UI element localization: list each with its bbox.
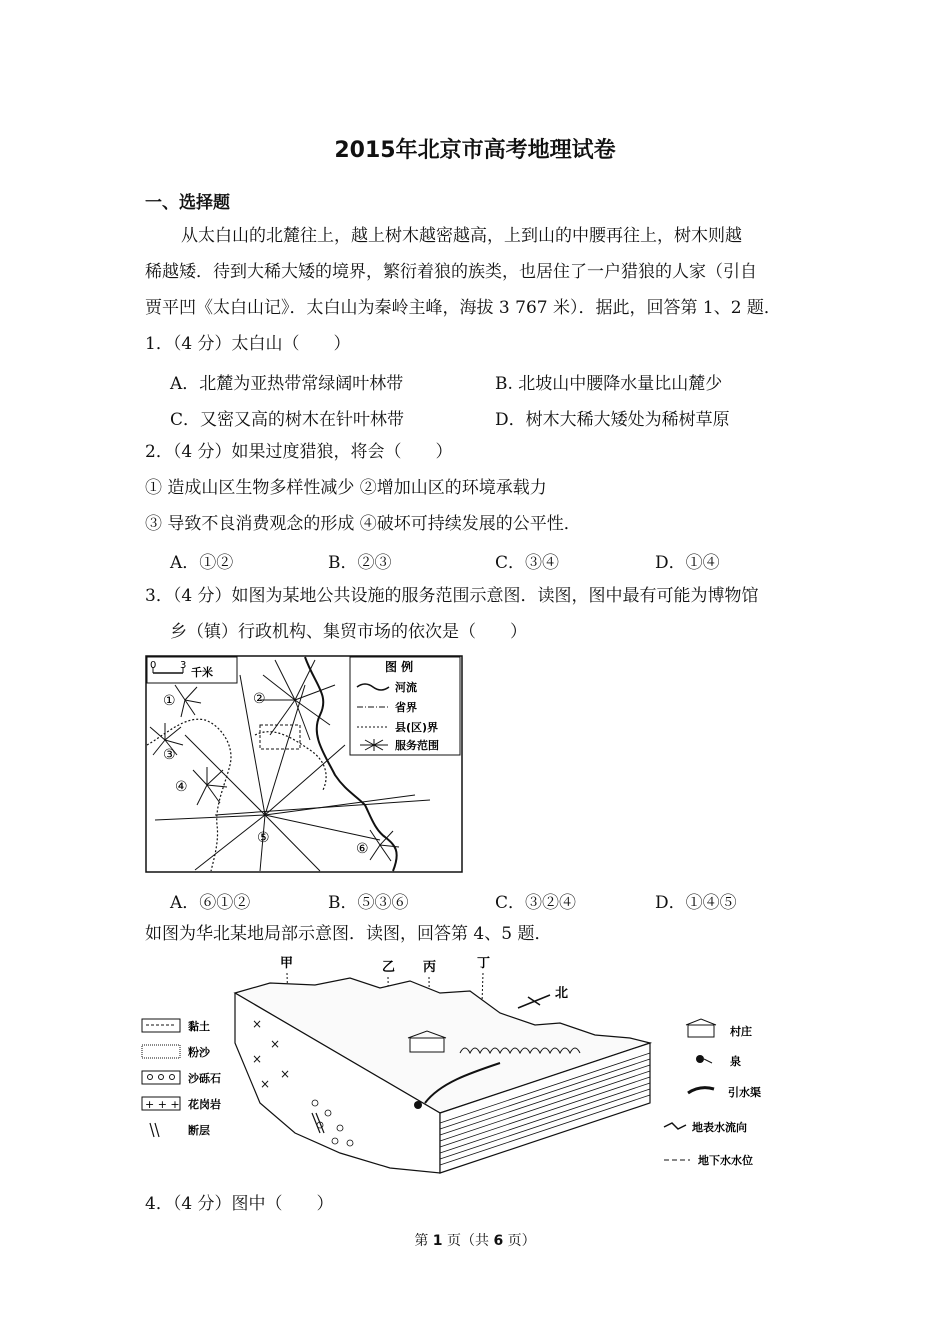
svg-text:×: ×: [252, 1052, 263, 1066]
canal-legend-icon: [688, 1088, 714, 1093]
q3-option-d: D．①④⑤: [655, 893, 737, 913]
q4-stem: 4．（4 分）图中（ ）: [145, 1194, 334, 1214]
q2-option-c: C．③④: [495, 553, 560, 573]
intro-q4-q5: 如图为华北某地局部示意图．读图，回答第 4、5 题．: [145, 924, 552, 944]
section-heading: 一、选择题: [145, 193, 230, 213]
point-4: ④: [175, 779, 188, 795]
q3-stem-line-2: 乡（镇）行政机构、集贸市场的依次是（ ）: [170, 622, 527, 642]
point-6: ⑥: [356, 841, 369, 857]
north-label: 北: [555, 986, 569, 1001]
q2-option-b: B．②③: [328, 553, 392, 573]
legend-service: 服务范围: [395, 739, 439, 752]
legend-spring: 泉: [730, 1055, 741, 1068]
q1-option-b: B. 北坡山中腰降水量比山麓少: [495, 374, 723, 394]
page-title: 2015年北京市高考地理试卷: [334, 138, 616, 163]
q2-option-a: A．①②: [170, 553, 234, 573]
svg-text:+ + +: + + +: [145, 1098, 180, 1111]
svg-text:×: ×: [260, 1077, 271, 1091]
spring-point: [414, 1101, 422, 1109]
label-yi: 乙: [382, 960, 396, 975]
q2-option-d: D．①④: [655, 553, 720, 573]
north-china-block-diagram: [140, 953, 790, 1183]
passage-line-3: 贾平凹《太白山记》．太白山为秦岭主峰，海拔 3 767 米）．据此，回答第 1、2 题．: [145, 298, 781, 318]
passage-line-2: 稀越矮．待到大稀大矮的境界，繁衍着狼的族类，也居住了一户猎狼的人家（引自: [145, 262, 757, 282]
page-footer: 第 1 页（共 6 页）: [414, 1233, 536, 1249]
svg-text:×: ×: [280, 1067, 291, 1081]
legend-province: 省界: [395, 701, 417, 714]
legend-fault: 断层: [188, 1124, 210, 1137]
q2-stem: 2．（4 分）如果过度猎狼，将会（ ）: [145, 442, 453, 462]
legend-county: 县(区)界: [395, 721, 439, 734]
silt-legend-icon: [142, 1045, 180, 1058]
point-2: ②: [253, 691, 266, 707]
label-bing: 丙: [423, 960, 437, 975]
svg-text:×: ×: [270, 1037, 281, 1051]
q1-option-c: C．又密又高的树木在针叶林带: [170, 410, 405, 430]
q3-stem-line-1: 3．（4 分）如图为某地公共设施的服务范围示意图．读图，图中最有可能为博物馆: [145, 586, 759, 606]
scale-unit: 千米: [191, 666, 213, 679]
scale-zero: 0: [150, 660, 157, 671]
q3-option-a: A．⑥①②: [170, 893, 251, 913]
fault-legend-icon: [150, 1123, 159, 1137]
q1-option-a: A．北麓为亚热带常绿阔叶林带: [170, 374, 404, 394]
page-total: 6: [493, 1233, 504, 1249]
page-number: 1: [432, 1233, 443, 1249]
point-5: ⑤: [257, 830, 270, 846]
passage-line-1: 从太白山的北麓往上，越上树木越密越高，上到山的中腰再往上，树木则越: [181, 226, 742, 246]
legend-gravel: 沙砾石: [188, 1072, 221, 1085]
flow-legend-icon: [664, 1123, 686, 1129]
q1-stem: 1．（4 分）太白山（ ）: [145, 334, 351, 354]
legend-clay: 黏土: [188, 1020, 210, 1033]
point-3: ③: [163, 747, 176, 763]
service-range-map: [145, 655, 463, 873]
spring-legend-icon: [696, 1055, 704, 1063]
label-ding: 丁: [477, 956, 491, 971]
label-jia: 甲: [280, 956, 294, 971]
legend-canal: 引水渠: [728, 1086, 761, 1099]
legend-river: 河流: [395, 681, 417, 694]
q1-option-d: D．树木大稀大矮处为稀树草原: [495, 410, 730, 430]
legend-groundwater: 地下水水位: [698, 1154, 753, 1167]
svg-text:×: ×: [252, 1017, 263, 1031]
village-house: [410, 1038, 444, 1052]
q2-statement-1: ① 造成山区生物多样性减少 ②增加山区的环境承载力: [145, 478, 547, 498]
point-1: ①: [163, 693, 176, 709]
legend-silt: 粉沙: [188, 1046, 210, 1059]
village-legend-icon: [688, 1025, 714, 1037]
q2-statement-2: ③ 导致不良消费观念的形成 ④破坏可持续发展的公平性．: [145, 514, 581, 534]
legend-flow: 地表水流向: [692, 1121, 747, 1134]
legend-title: 图 例: [385, 660, 414, 674]
q3-option-c: C．③②④: [495, 893, 577, 913]
q3-option-b: B．⑤③⑥: [328, 893, 409, 913]
scale-three: 3: [180, 660, 187, 671]
legend-granite: 花岗岩: [188, 1098, 221, 1111]
legend-village: 村庄: [730, 1025, 752, 1038]
